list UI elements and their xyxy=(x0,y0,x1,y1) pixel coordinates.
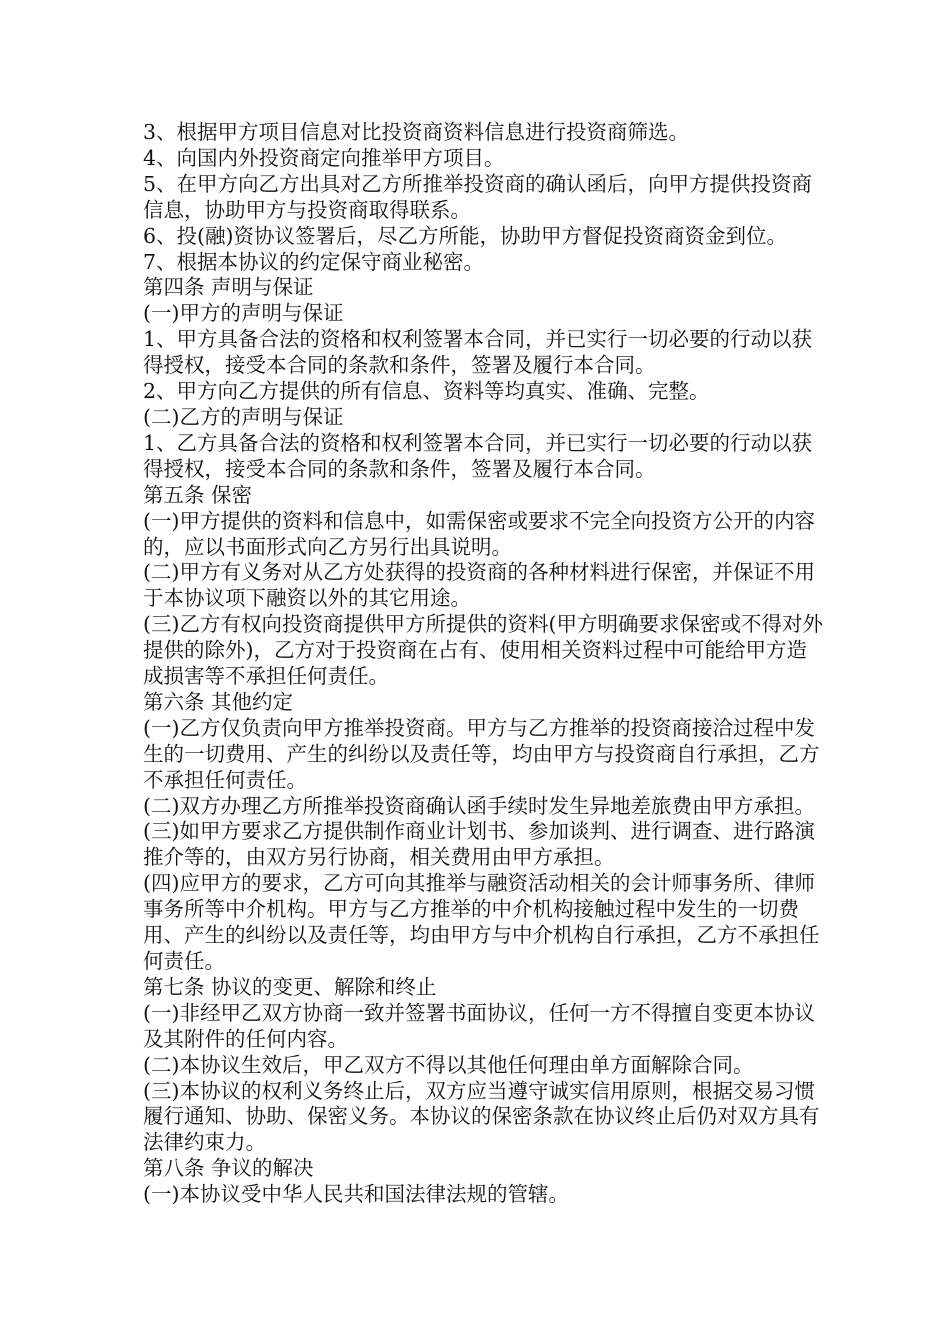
clause-paragraph: (二)本协议生效后，甲乙双方不得以其他任何理由单方面解除合同。 xyxy=(143,1052,754,1077)
document-body xyxy=(143,120,823,1208)
clause-paragraph: (一)甲方提供的资料和信息中，如需保密或要求不完全向投资方公开的内容的，应以书面形式向乙方另行出具说明。 xyxy=(143,508,815,559)
list-item-7: 7、根据本协议的约定保守商业秘密。 xyxy=(143,249,485,274)
clause-paragraph: (一)乙方仅负责向甲方推举投资商。甲方与乙方推举的投资商接洽过程中发生的一切费用、产生的纠纷以及责任等，均由甲方与投资商自行承担，乙方不承担任何责任。 xyxy=(143,715,820,792)
section-heading-party-b: (二)乙方的声明与保证 xyxy=(143,404,344,429)
list-item-3: 3、根据甲方项目信息对比投资商资料信息进行投资商筛选。 xyxy=(143,120,690,144)
article-6-heading: 第六条 其他约定 xyxy=(143,689,294,714)
clause-paragraph: (三)本协议的权利义务终止后，双方应当遵守诚实信用原则，根据交易习惯履行通知、协助、保密义务。本协议的保密条款在协议终止后仍对双方具有法律约束力。 xyxy=(143,1078,820,1155)
article-4-heading: 第四条 声明与保证 xyxy=(143,275,314,300)
list-item-6: 6、投(融)资协议签署后，尽乙方所能，协助甲方督促投资商资金到位。 xyxy=(143,223,788,248)
clause-paragraph: 2、甲方向乙方提供的所有信息、资料等均真实、准确、完整。 xyxy=(143,379,710,404)
list-item-4: 4、向国内外投资商定向推举甲方项目。 xyxy=(143,145,505,170)
clause-paragraph: (二)甲方有义务对从乙方处获得的投资商的各种材料进行保密，并保证不用于本协议项下融资以外的其它用途。 xyxy=(143,560,815,611)
clause-paragraph: (三)如甲方要求乙方提供制作商业计划书、参加谈判、进行调查、进行路演推介等的，由双方另行协商，相关费用由甲方承担。 xyxy=(143,819,815,870)
clause-paragraph: (三)乙方有权向投资商提供甲方所提供的资料(甲方明确要求保密或不得对外提供的除外)，乙方对于投资商在占有、使用相关资料过程中可能给甲方造成损害等不承担任何责任。 xyxy=(143,612,823,689)
clause-paragraph: (一)本协议受中华人民共和国法律法规的管辖。 xyxy=(143,1182,569,1207)
clause-paragraph: 1、乙方具备合法的资格和权利签署本合同，并已实行一切必要的行动以获得授权，接受本合同的条款和条件，签署及履行本合同。 xyxy=(143,430,813,481)
section-heading-party-a: (一)甲方的声明与保证 xyxy=(143,301,344,326)
clause-paragraph: (一)非经甲乙双方协商一致并签署书面协议，任何一方不得擅自变更本协议及其附件的任何内容。 xyxy=(143,1000,815,1051)
clause-paragraph: (二)双方办理乙方所推举投资商确认函手续时发生异地差旅费由甲方承担。 xyxy=(143,793,815,818)
article-7-heading: 第七条 协议的变更、解除和终止 xyxy=(143,974,437,999)
article-8-heading: 第八条 争议的解决 xyxy=(143,1156,314,1181)
clause-paragraph: (四)应甲方的要求，乙方可向其推举与融资活动相关的会计师事务所、律师事务所等中介机构。甲方与乙方推举的中介机构接触过程中发生的一切费用、产生的纠纷以及责任等，均由甲方与中介机构自行承担，乙方不承担任何责任。 xyxy=(143,871,820,973)
article-5-heading: 第五条 保密 xyxy=(143,482,253,507)
list-item-5: 5、在甲方向乙方出具对乙方所推举投资商的确认函后，向甲方提供投资商信息，协助甲方与投资商取得联系。 xyxy=(143,171,813,222)
clause-paragraph: 1、甲方具备合法的资格和权利签署本合同，并已实行一切必要的行动以获得授权，接受本合同的条款和条件，签署及履行本合同。 xyxy=(143,327,813,378)
